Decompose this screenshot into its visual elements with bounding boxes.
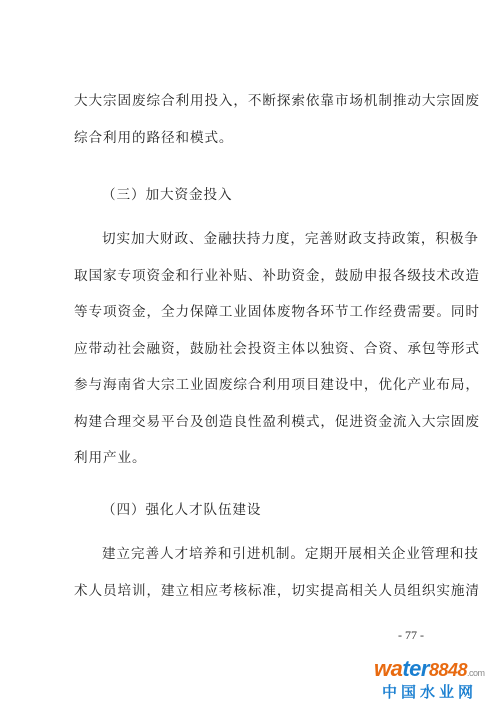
section-heading-talent: （四）强化人才队伍建设 — [102, 502, 262, 518]
text-line: 取国家专项资金和行业补贴、补助资金，鼓励申报各级技术改造 — [74, 267, 480, 284]
watermark-logo-part: wa — [374, 656, 403, 681]
text-line: 等专项资金，全力保障工业固体废物各环节工作经费需要。同时 — [74, 304, 480, 320]
paragraph-continuation — [74, 83, 480, 156]
watermark-site-name: 中国水业网 — [382, 683, 478, 701]
text-line: 大大宗固废综合利用投入，不断探索依靠市场机制推动大宗固废 — [74, 93, 480, 109]
text-line: 综合利用的路径和模式。 — [74, 129, 234, 146]
text-line: 构建合理交易平台及创造良性盈利模式，促进资金流入大宗固废 — [74, 413, 480, 430]
text-line: 参与海南省大宗工业固废综合利用项目建设中，优化产业布局， — [74, 377, 480, 393]
paragraph-talent — [74, 536, 480, 609]
text-line: 利用产业。 — [74, 450, 147, 466]
text-line: 建立完善人才培养和引进机制。定期开展相关企业管理和技 — [102, 546, 479, 562]
paragraph-funding — [74, 221, 480, 477]
watermark-logo-part: 8848 — [428, 660, 468, 680]
text-line: 切实加大财政、金融扶持力度，完善财政支持政策，积极争 — [102, 231, 479, 247]
watermark-logo — [374, 656, 485, 682]
section-heading-funding: （三）加大资金投入 — [102, 187, 233, 203]
watermark-logo-suffix: .com — [467, 668, 485, 678]
page-number: - 77 - — [398, 628, 424, 642]
text-line: 术人员培训，建立相应考核标准，切实提高相关人员组织实施清 — [74, 582, 480, 599]
text-line: 应带动社会融资，鼓励社会投资主体以独资、合资、承包等形式 — [74, 340, 480, 357]
watermark-logo-part: ter — [402, 656, 429, 681]
